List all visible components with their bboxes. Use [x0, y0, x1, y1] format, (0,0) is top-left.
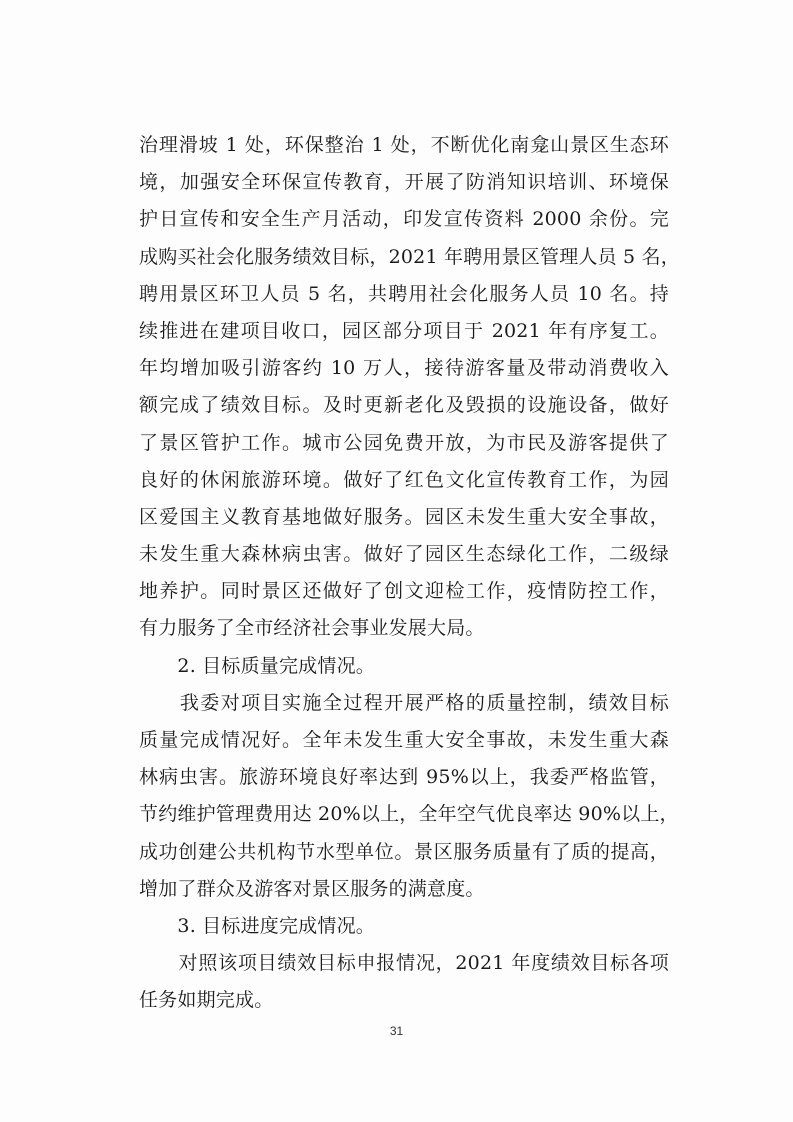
text-line: 对照该项目绩效目标申报情况，2021 年度绩效目标各项	[139, 952, 669, 975]
text-line: 聘用景区环卫人员 5 名，共聘用社会化服务人员 10 名。持	[139, 282, 669, 305]
page-number: 31	[389, 1024, 404, 1038]
text-line: 未发生重大森林病虫害。做好了园区生态绿化工作，二级绿	[139, 543, 669, 566]
text-line: 境，加强安全环保宣传教育，开展了防消知识培训、环境保	[139, 171, 669, 194]
text-line: 林病虫害。旅游环境良好率达到 95%以上，我委严格监管，	[139, 766, 669, 789]
text-line: 有力服务了全市经济社会事业发展大局。	[139, 617, 485, 640]
text-line: 地养护。同时景区还做好了创文迎检工作，疫情防控工作，	[139, 580, 669, 603]
text-line: 任务如期完成。	[139, 989, 274, 1012]
text-line: 治理滑坡 1 处，环保整治 1 处，不断优化南龛山景区生态环	[139, 134, 669, 156]
text-line: 区爱国主义教育基地做好服务。园区未发生重大安全事故，	[139, 505, 669, 528]
body-text	[139, 127, 680, 1020]
text-line: 节约维护管理费用达 20%以上，全年空气优良率达 90%以上，	[139, 803, 679, 826]
section-heading: 3. 目标进度完成情况。	[139, 914, 375, 937]
text-line: 增加了群众及游客对景区服务的满意度。	[139, 877, 485, 900]
text-line: 良好的休闲旅游环境。做好了红色文化宣传教育工作，为园	[139, 468, 669, 491]
text-line: 护日宣传和安全生产月活动，印发宣传资料 2000 余份。完	[139, 208, 669, 231]
text-line: 成购买社会化服务绩效目标，2021 年聘用景区管理人员 5 名，	[139, 245, 680, 268]
text-line: 成功创建公共机构节水型单位。景区服务质量有了质的提高，	[139, 840, 669, 863]
text-line: 我委对项目实施全过程开展严格的质量控制，绩效目标	[139, 691, 669, 714]
text-line: 年均增加吸引游客约 10 万人，接待游客量及带动消费收入	[139, 357, 669, 380]
section-heading: 2. 目标质量完成情况。	[139, 654, 375, 677]
text-line: 续推进在建项目收口，园区部分项目于 2021 年有序复工。	[139, 319, 669, 342]
text-line: 额完成了绩效目标。及时更新老化及毁损的设施设备，做好	[139, 394, 669, 417]
text-line: 质量完成情况好。全年未发生重大安全事故，未发生重大森	[139, 729, 669, 751]
text-line: 了景区管护工作。城市公园免费开放，为市民及游客提供了	[139, 431, 669, 454]
